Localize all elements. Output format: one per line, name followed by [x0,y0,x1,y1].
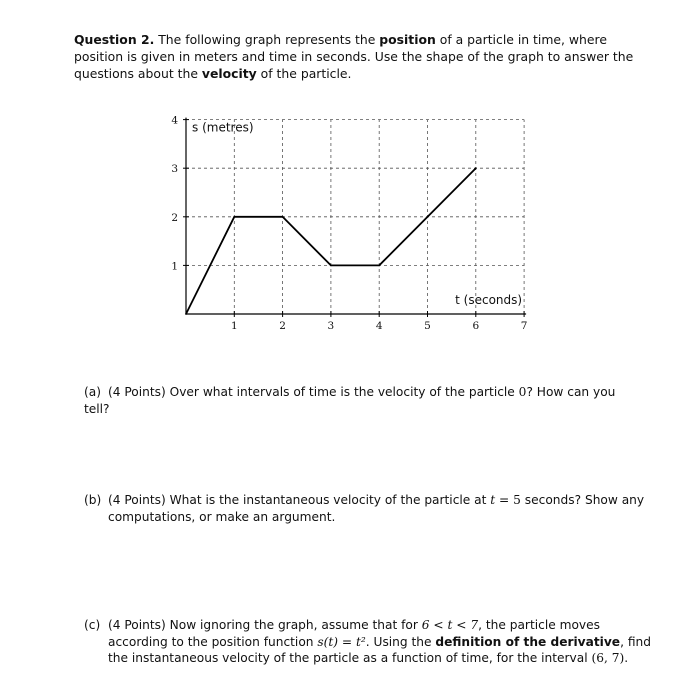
part-c-bold-definition: definition of the derivative [435,634,621,649]
x-tick-label-2: 2 [279,320,286,332]
data-point-0 [185,313,187,315]
x-tick-label-3: 3 [327,320,335,332]
data-point-3 [330,265,332,267]
x-axis-label: t (seconds) [455,293,523,307]
part-b-points: (4 Points) [108,493,166,507]
question-text-2: of a particle in time, where position is given in meters and time in seconds. Use the shape of the graph to answer the questions about the [74,32,634,82]
part-c-label: (c) [84,618,101,632]
y-tick-label-1: 1 [171,260,178,273]
part-c-text-3: . Using the [365,634,436,649]
part-c-math-2: s(t) = t² [317,634,366,649]
part-b-label: (b) [84,493,102,507]
part-c-math-3: (6, 7) [591,651,625,666]
x-tick-label-6: 6 [472,320,480,332]
question-text-3: of the particle. [256,66,352,82]
data-point-5 [475,167,477,169]
question-bold-position: position [379,32,436,47]
part-c-math-1: 6 < t < 7 [421,618,479,632]
part-c-text-1: Now ignoring the graph, assume that for [169,618,422,632]
part-a-text-1: Over what intervals of time is the velocity of the particle [169,385,519,399]
y-tick-label-3: 3 [171,163,178,176]
x-tick-label-4: 4 [375,320,383,332]
x-tick-label-5: 5 [424,320,431,332]
part-a-math-1: 0 [518,385,527,399]
part-a-text-2: ? How can you tell? [84,385,616,416]
part-b-text-2: = [495,493,514,507]
part-c-points: (4 Points) [108,618,166,632]
part-b-math-2: 5 [513,493,521,507]
question-text-1: The following graph represents the [158,32,380,47]
data-point-2 [282,216,284,218]
part-b-math-1: t [490,493,496,507]
part-c-text-4: , find the instantaneous velocity of the particle as a function of time, for the interval [108,634,651,666]
data-point-1 [233,216,235,218]
question-bold-velocity: velocity [201,66,257,82]
part-b [84,492,658,525]
x-tick-label-7: 7 [520,320,528,332]
x-tick-label-1: 1 [230,320,238,332]
part-a [84,384,644,417]
part-a-points: (4 Points) [108,385,166,399]
y-tick-label-4: 4 [171,114,178,127]
data-point-4 [378,265,380,267]
part-b-text-3: seconds? Show any computations, or make an argument. [108,493,645,524]
question-number: Question 2. [74,32,155,47]
part-b-text-1: What is the instantaneous velocity of the particle at [169,493,491,507]
y-axis-label: s (metres) [192,120,254,135]
part-a-label: (a) [84,385,101,399]
part-c-text-2: , the particle moves according to the position function [108,618,600,649]
part-c-text-5: . [624,651,629,666]
y-tick-label-2: 2 [171,211,178,224]
part-c [84,617,658,667]
